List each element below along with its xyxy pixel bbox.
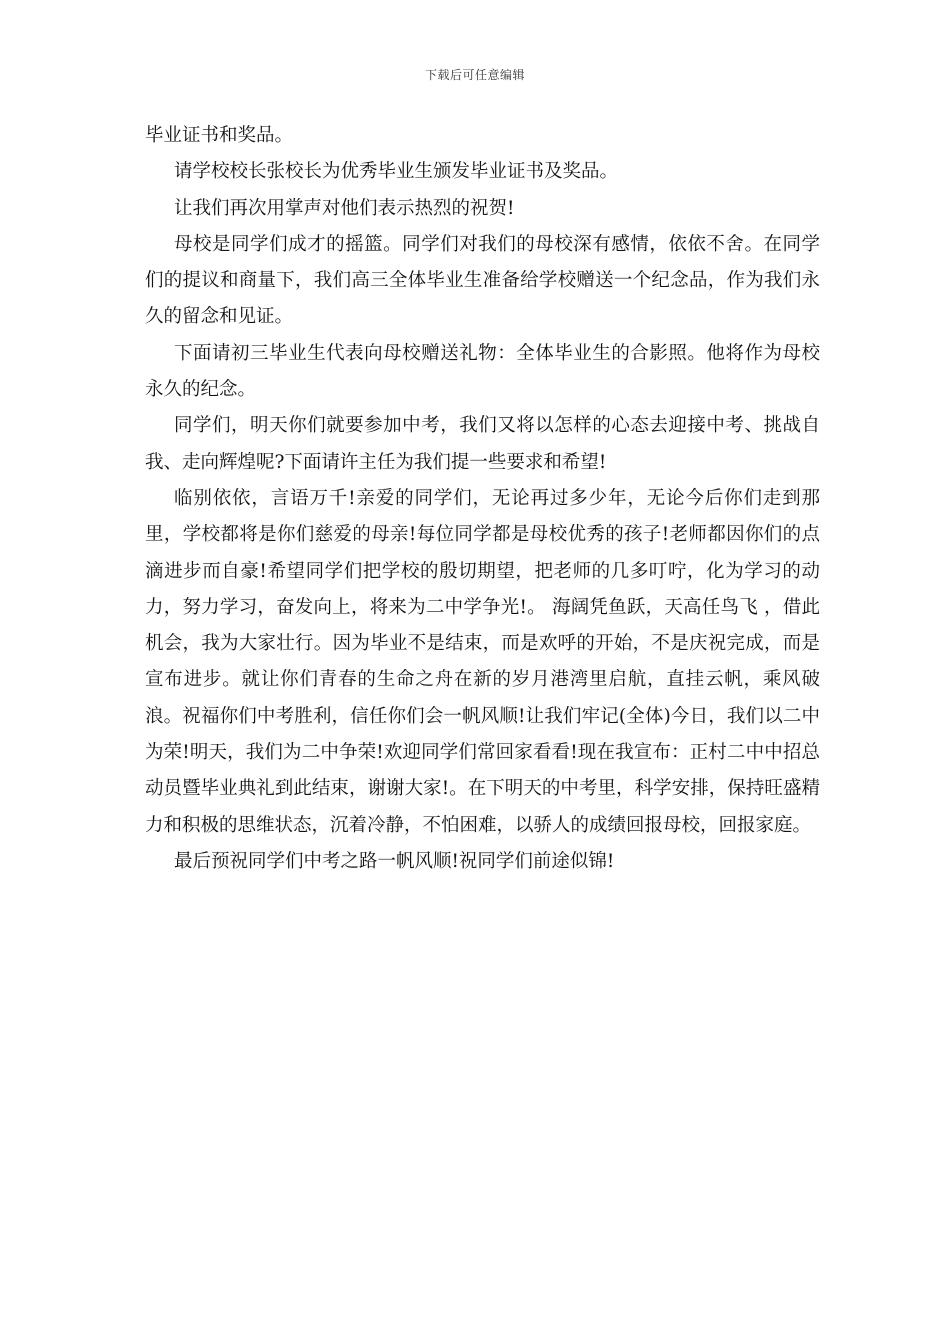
paragraph-1: 毕业证书和奖品。 <box>145 125 294 146</box>
page-header: 下载后可任意编辑 <box>424 68 525 82</box>
paragraph-8: 最后预祝同学们中考之路一帆风顺!祝同学们前途似锦! <box>174 850 615 872</box>
paragraph-4: 母校是同学们成才的摇篮。同学们对我们的母校深有感情，依依不舍。在同学们的提议和商量下，我们高三全体毕业生准备给学校赠送一个纪念品，作为我们永久的留念和见证。 <box>145 233 820 328</box>
document-body <box>145 118 820 880</box>
paragraph-7: 临别依依，言语万千!亲爱的同学们，无论再过多少年，无论今后你们走到那里，学校都将是你们慈爱的母亲!每位同学都是母校优秀的孩子!老师都因你们的点滴进步而自豪!希望同学们把学校的殷切期望，把老师的几多叮咛，化为学习的动力，努力学习，奋发向上，将来为二中学争光!。 海阔凭鱼跃，天高任鸟飞 ，借此机会，我为大家壮行。因为毕业不是结束，而是欢呼的开始，不是庆祝完成，而是宣布进步。就让你们青春的生命之舟在新的岁月港湾里启航，直挂云帆，乘风破浪。祝福你们中考胜利，信任你们会一帆风顺!让我们牢记(全体)今日，我们以二中为荣!明天，我们为二中争荣!欢迎同学们常回家看看!现在我宣布：正村二中中招总动员暨毕业典礼到此结束，谢谢大家!。在下明天的中考里，科学安排，保持旺盛精力和积极的思维状态，沉着冷静，不怕困难，以骄人的成绩回报母校，回报家庭。 <box>145 487 820 836</box>
paragraph-5: 下面请初三毕业生代表向母校赠送礼物：全体毕业生的合影照。他将作为母校永久的纪念。 <box>145 342 820 401</box>
paragraph-3: 让我们再次用掌声对他们表示热烈的祝贺! <box>174 197 515 219</box>
paragraph-6: 同学们，明天你们就要参加中考，我们又将以怎样的心态去迎接中考、挑战自我、走向辉煌呢?下面请许主任为我们提一些要求和希望! <box>145 415 820 473</box>
paragraph-2: 请学校校长张校长为优秀毕业生颁发毕业证书及奖品。 <box>174 161 619 183</box>
